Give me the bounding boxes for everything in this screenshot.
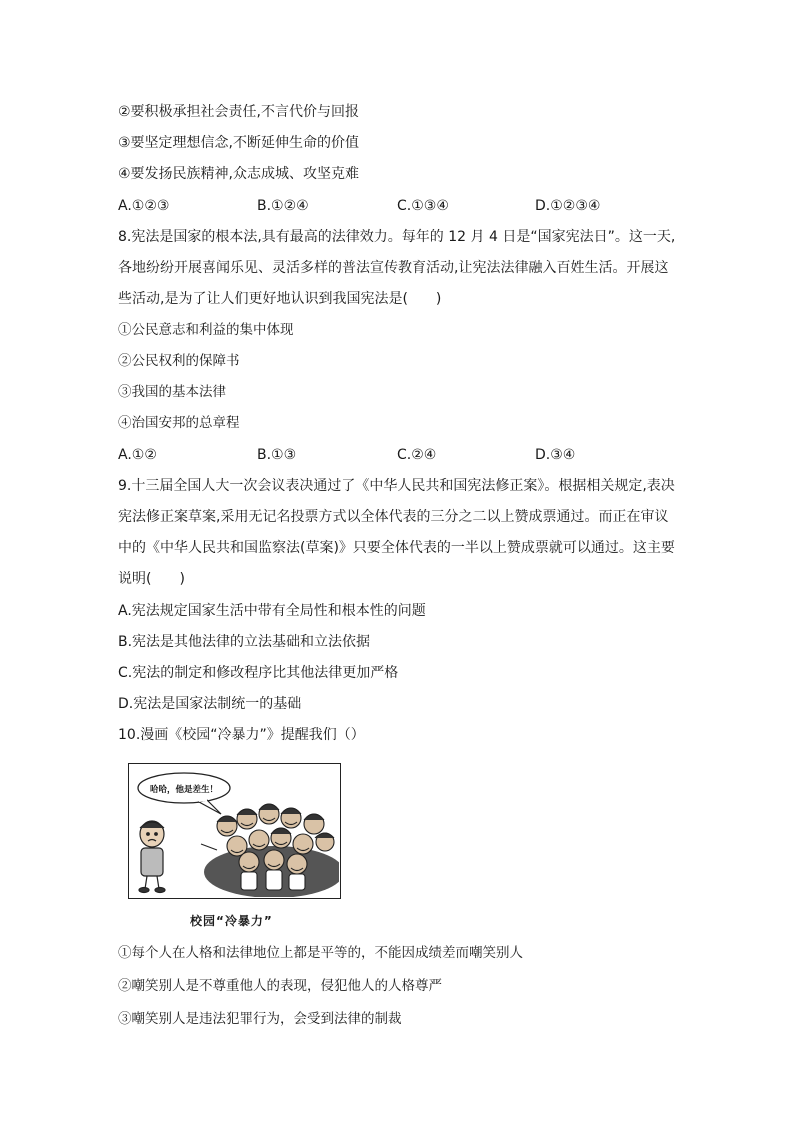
q7-option-b: B.①②④: [257, 198, 309, 214]
q9-option-c: C.宪法的制定和修改程序比其他法律更加严格: [118, 665, 399, 681]
lone-student-figure: [139, 821, 165, 893]
speech-text: 哈哈，他是差生！: [149, 785, 219, 795]
q8-item-3: ③我国的基本法律: [118, 384, 226, 400]
q9-stem-line-2: 宪法修正案草案,采用无记名投票方式以全体代表的三分之二以上赞成票通过。而正在审议: [118, 509, 669, 525]
q9-stem-line-1: 9.十三届全国人大一次会议表决通过了《中华人民共和国宪法修正案》。根据相关规定,表决: [118, 478, 675, 494]
q7-option-a: A.①②③: [118, 198, 170, 214]
q10-item-2: ②嘲笑别人是不尊重他人的表现，侵犯他人的人格尊严: [118, 978, 442, 994]
cartoon-image: [128, 763, 341, 899]
q8-option-c: C.②④: [397, 447, 437, 463]
cartoon-caption: 校园“冷暴力”: [190, 914, 273, 928]
q8-option-b: B.①③: [257, 447, 297, 463]
q10-stem: 10.漫画《校园“冷暴力”》提醒我们（）: [118, 727, 365, 743]
q9-option-b: B.宪法是其他法律的立法基础和立法依据: [118, 634, 371, 650]
q9-option-d: D.宪法是国家法制统一的基础: [118, 696, 302, 712]
q10-item-1: ①每个人在人格和法律地位上都是平等的，不能因成绩差而嘲笑别人: [118, 945, 523, 961]
q9-option-a: A.宪法规定国家生活中带有全局性和根本性的问题: [118, 603, 426, 619]
q9-stem-line-3: 中的《中华人民共和国监察法(草案)》只要全体代表的一半以上赞成票就可以通过。这主要: [118, 540, 675, 556]
q8-stem-line-2: 各地纷纷开展喜闻乐见、灵活多样的普法宣传教育活动,让宪法法律融入百姓生活。开展这: [118, 260, 669, 276]
q7-option-d: D.①②③④: [535, 198, 601, 214]
q8-item-4: ④治国安邦的总章程: [118, 415, 240, 431]
q7-item-4: ④要发扬民族精神,众志成城、攻坚克难: [118, 166, 359, 182]
q7-item-3: ③要坚定理想信念,不断延伸生命的价值: [118, 135, 359, 151]
q7-option-c: C.①③④: [397, 198, 449, 214]
q9-stem-line-4: 说明( ): [118, 571, 185, 587]
q7-item-2: ②要积极承担社会责任,不言代价与回报: [118, 104, 359, 120]
q8-stem-line-3: 些活动,是为了让人们更好地认识到我国宪法是( ): [118, 291, 442, 307]
q8-stem-line-1: 8.宪法是国家的根本法,具有最高的法律效力。每年的 12 月 4 日是“国家宪法日”。这一天,: [118, 229, 676, 245]
q8-option-a: A.①②: [118, 447, 157, 463]
q8-item-1: ①公民意志和利益的集中体现: [118, 322, 294, 338]
cartoon-drawing: [129, 764, 339, 897]
q8-item-2: ②公民权利的保障书: [118, 353, 240, 369]
q10-item-3: ③嘲笑别人是违法犯罪行为，会受到法律的制裁: [118, 1011, 402, 1027]
q8-option-d: D.③④: [535, 447, 576, 463]
